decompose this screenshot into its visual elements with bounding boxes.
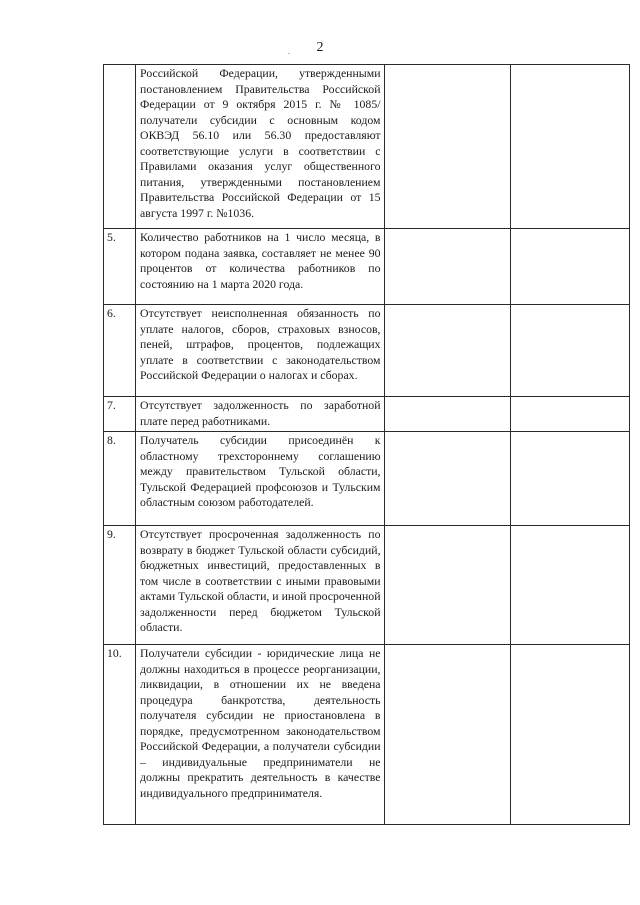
row-number: 8. bbox=[104, 432, 136, 526]
requirement-text: Российской Федерации, утвержденными постановлением Правительства Российской Федерации от 9 октября 2015 г. № 1085/ получатели субсидии с основным кодом ОКВЭД 56.10 или 56.30 предоставляют соответствующие услуги в соответствии с Правилами оказания услуг общественного питания, утвержденными постановлением Правительства Российской Федерации от 15 августа 1997 г. №1036. bbox=[136, 65, 384, 229]
table-row bbox=[104, 432, 630, 526]
empty-cell bbox=[510, 305, 629, 397]
empty-cell bbox=[510, 229, 629, 305]
requirement-text: Отсутствует просроченная задолженность по возврату в бюджет Тульской области субсидий, бюджетных инвестиций, предоставленных в том числе в соответствии с иными правовыми актами Тульской области, и иной просроченной задолженности перед бюджетом Тульской области. bbox=[136, 526, 384, 645]
empty-cell bbox=[384, 645, 510, 825]
empty-cell bbox=[384, 229, 510, 305]
row-number: 9. bbox=[104, 526, 136, 645]
empty-cell bbox=[510, 526, 629, 645]
empty-cell bbox=[510, 432, 629, 526]
table-row bbox=[104, 397, 630, 432]
empty-cell bbox=[384, 526, 510, 645]
row-number: 10. bbox=[104, 645, 136, 825]
empty-cell bbox=[510, 397, 629, 432]
empty-cell bbox=[384, 305, 510, 397]
empty-cell bbox=[384, 432, 510, 526]
empty-cell bbox=[510, 65, 629, 229]
row-number: 6. bbox=[104, 305, 136, 397]
row-number: 5. bbox=[104, 229, 136, 305]
requirements-table bbox=[103, 64, 630, 825]
requirement-text: Отсутствует задолженность по заработной плате перед работниками. bbox=[136, 397, 384, 432]
table-row bbox=[104, 526, 630, 645]
empty-cell bbox=[510, 645, 629, 825]
requirement-text: Получатели субсидии - юридические лица не должны находиться в процессе реорганизации, ликвидации, в отношении их не введена процедура банкротства, деятельность получателя субсидии не приостановлена в порядке, предусмотренном законодательством Российской Федерации, а получатели субсидии – индивидуальные предприниматели не должны прекратить деятельность в качестве индивидуального предпринимателя. bbox=[136, 645, 384, 825]
table-row bbox=[104, 65, 630, 229]
requirement-text: Количество работников на 1 число месяца, в котором подана заявка, составляет не менее 90 процентов от количества работников по состоянию на 1 марта 2020 года. bbox=[136, 229, 384, 305]
row-number: 7. bbox=[104, 397, 136, 432]
table-row bbox=[104, 645, 630, 825]
scan-mark: . bbox=[288, 47, 290, 56]
table-row bbox=[104, 305, 630, 397]
empty-cell bbox=[384, 397, 510, 432]
table-row bbox=[104, 229, 630, 305]
empty-cell bbox=[384, 65, 510, 229]
row-number bbox=[104, 65, 136, 229]
requirement-text: Отсутствует неисполненная обязанность по уплате налогов, сборов, страховых взносов, пеней, штрафов, процентов, подлежащих уплате в соответствии с законодательством Российской Федерации о налогах и сборах. bbox=[136, 305, 384, 397]
page-number: 2 bbox=[316, 40, 324, 55]
requirement-text: Получатель субсидии присоединён к областному трехстороннему соглашению между правительством Тульской области, Тульской Федерацией профсоюзов и Тульским областным союзом работодателей. bbox=[136, 432, 384, 526]
